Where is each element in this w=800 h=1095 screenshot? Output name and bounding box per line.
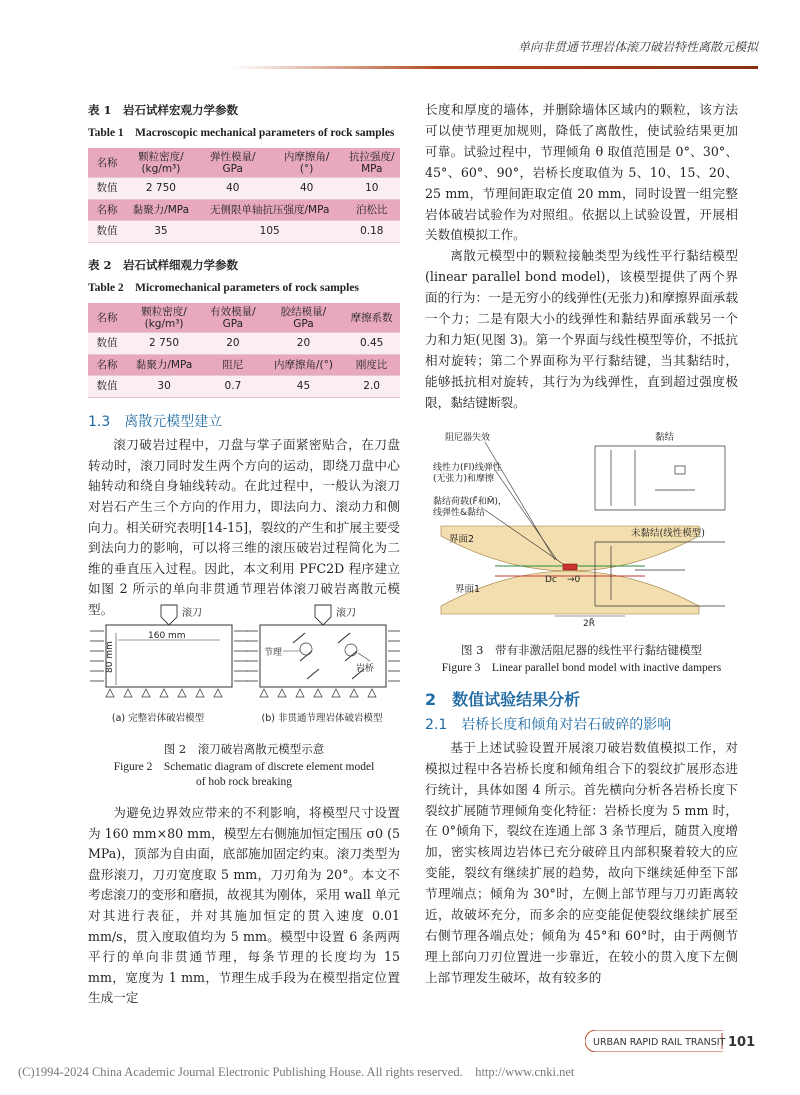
fig2-joint-label: 节理 [264,648,283,658]
fig2-cutter-label: 滚刀 [182,608,202,619]
fig2-cutter-label-b: 滚刀 [336,608,356,619]
table-cell: 45 [264,376,344,398]
copyright-line: (C)1994-2024 China Academic Journal Electronic Publishing House. All rights reserved. http://www.cnki.net [18,1065,575,1079]
table-cell: 2 750 [126,178,196,200]
table-cell: 数值 [88,221,126,243]
page-header [0,0,800,70]
fig2-bridge-label: 岩桥 [356,664,375,674]
fig3-dc-label: Dc [545,575,557,585]
fig3-bonded-label: 黏结 [655,432,675,443]
fig2-sub-b: (b) 非贯通节理岩体破岩模型 [261,713,383,724]
section-1-3-heading: 1.3 离散元模型建立 [88,414,223,431]
right-column [425,100,738,414]
journal-tag-badge [585,1030,760,1052]
table-row [88,148,400,178]
table2-caption-en: Table 2 Micromechanical parameters of rock samples [88,282,359,295]
page-number: 101 [728,1035,756,1050]
table-cell: 名称 [88,303,126,333]
table-cell: 黏聚力/MPa [126,355,202,376]
journal-tag [585,1030,760,1052]
table-cell: 有效模量/ GPa [202,303,263,333]
fig2-caption-cn: 图 2 滚刀破岩离散元模型示意 [163,742,325,756]
table1-caption-cn: 表 1 岩石试样宏观力学参数 [88,103,239,117]
left-paragraph-2: 为避免边界效应带来的不利影响，将模型尺寸设置为 160 mm×80 mm，模型左右侧施加恒定围压 σ0 (5 MPa)，顶部为自由面，底部施加固定约束。滚刀类型为盘形滚刀，刀刃宽度取 5 mm，刀刃角为 20°。本文不考虑滚刀的变形和磨损，故视其为刚体，采用 wall 单元对其进行表征，并对其施加恒定的贯入速度 0.01 mm/s，贯入度取值均为 5 mm。模型中设置 6 条两两平行的单向非贯通节理，每条节理的长度均为 15 mm，宽度为 1 mm，节理生成手段为在模型指定位置生成一定 [88,805,400,1006]
table-cell: 泊松比 [344,200,400,221]
figure-2 [88,603,400,803]
section-2-heading: 2 数值试验结果分析 [425,690,581,709]
table-cell: 内摩擦角/ (°) [270,148,344,178]
table-cell: 0.18 [344,221,400,243]
section-2-1-paragraph: 基于上述试验设置开展滚刀破岩数值模拟工作，对模拟过程中各岩桥长度和倾角组合下的裂纹扩展形态进行统计，具体如图 4 所示。首先横向分析各岩桥长度下裂纹扩展随节理倾角变化特征：岩桥长度为 5 mm 时，在 0°倾角下，裂纹在连通上部 3 条节理后，随贯入度增加，密实核周边岩体已充分破碎且内部积聚着较大的应变能，裂纹有继续扩展的趋势，故向下继续延伸至下部节理端点；倾角为 30°时，左侧上部节理与刀刃距离较近，故破坏充分，而多余的应变能促使裂纹继续扩展至右侧节理各端点处；倾角为 45°和 60°时，由于两侧节理上部向刀刃位置进一步靠近，在较小的贯入度下左侧上部节理发生破坏，故有较多的 [425,739,738,985]
table-cell: 名称 [88,355,126,376]
table-cell: 颗粒密度/ (kg/m³) [126,148,196,178]
table-cell: 颗粒密度/ (kg/m³) [126,303,202,333]
table-cell: 20 [264,333,344,355]
fig3-unbonded-label: 未黏结(线性模型) [631,528,705,539]
fig3-interface2-label: 界面2 [449,534,475,545]
table-row [88,333,400,355]
right-column-lower [425,690,738,989]
table1 [88,148,400,243]
table2 [88,303,400,398]
table-cell: 名称 [88,200,126,221]
table-cell: 刚度比 [343,355,400,376]
fig3-linear-label: 线性力(Fl)线弹性(无张力)和摩擦 [433,463,502,484]
bonded-schematic [595,446,725,510]
fig2-caption-en-2: of hob rock breaking [195,776,293,788]
fig2-height-label: 80 mm [105,641,115,673]
table-row [88,376,400,398]
left-column [88,100,400,621]
fig2-width-label: 160 mm [148,631,186,641]
fig3-caption-en: Figure 3 Linear parallel bond model with inactive dampers [441,662,722,674]
table-row [88,303,400,333]
fig3-damper-label: 阻尼器失效 [445,433,491,443]
table-cell: 弹性模量/ GPa [196,148,270,178]
table2-caption-cn: 表 2 岩石试样细观力学参数 [88,258,239,273]
table-cell: 10 [344,178,400,200]
table-row [88,355,400,376]
figure-2-drawing [88,603,400,731]
table-row [88,221,400,243]
running-title: 单向非贯通节理岩体滚刀破岩特性离散元模拟 [517,40,758,54]
table-cell: 30 [126,376,202,398]
table1-caption-en: Table 1 Macroscopic mechanical parameters of rock samples [88,126,395,139]
table-row [88,200,400,221]
right-paragraph-1: 长度和厚度的墙体，并删除墙体区域内的颗粒，该方法可以使节理更加规则，降低了离散性，使试验结果更加可靠。试验过程中，节理倾角 θ 取值范围是 0°、30°、45°、60°、90°，岩桥长度取值为 5、10、15、20、25 mm，节理间距取定值 20 mm，同时设置一组完整岩体破岩试验作为对照组。依据以上试验设置，开展相关数值模拟工作。 [425,102,738,243]
right-paragraph-2: 离散元模型中的颗粒接触类型为线性平行黏结模型(linear parallel bond model)，该模型提供了两个界面的行为：一是无穷小的线弹性(无张力)和摩擦界面承载一个力；二是有限大小的线弹性和黏结界面承载另一个力和力矩(见图 3)。第一个界面与线性模型等价，不抵抗相对旋转；第二个界面称为平行黏结键，当其黏结时，能够抵抗相对旋转，其行为为线弹性，直到超过强度极限，黏结键断裂。 [425,248,738,410]
left-column-lower [88,803,400,1009]
header-rule [232,66,758,69]
table-cell: 40 [270,178,344,200]
table-cell: 内摩擦角/(°) [264,355,344,376]
table-cell: 0.45 [343,333,400,355]
fig3-zero-label: →0 [567,575,581,585]
table-row [88,178,400,200]
table-cell: 数值 [88,376,126,398]
fig2-caption-en-1: Figure 2 Schematic diagram of discrete element model [113,761,375,773]
table-cell: 无侧限单轴抗压强度/MPa [196,200,344,221]
table-cell: 黏聚力/MPa [126,200,196,221]
section-1-3-paragraph: 滚刀破岩过程中，刀盘与掌子面紧密贴合，在刀盘转动时，滚刀同时发生两个方向的运动，即绕刀盘中心轴转动和绕自身轴线转动。在此过程中，一般认为滚刀对岩石产生三个方向的作用力，即法向力、滚动力和侧向力。相关研究表明[14-15]，裂纹的产生和扩展主要受到法向力的影响，可以将三维的滚压破岩过程简化为二维的垂直压入过程。因此，本文利用 PFC2D 程序建立如图 2 所示的单向非贯通节理岩体滚刀破岩离散元模型。 [88,437,400,617]
fig3-bond-label: 黏结荷载(F̄和M̄)，线弹性&黏结 [433,497,507,518]
table-cell: 20 [202,333,263,355]
journal-tag-text: URBAN RAPID RAIL TRANSIT [593,1037,726,1048]
fig3-2r-label: 2R̄ [583,619,595,629]
table-cell: 抗拉强度/ MPa [344,148,400,178]
table-cell: 105 [196,221,344,243]
fig2-sub-a: (a) 完整岩体破岩模型 [111,713,205,724]
table-cell: 胶结模量/ GPa [264,303,344,333]
table-cell: 40 [196,178,270,200]
figure-3-drawing [425,430,738,630]
table-cell: 2.0 [343,376,400,398]
table-cell: 名称 [88,148,126,178]
figure-3 [425,430,738,680]
table-cell: 摩擦系数 [343,303,400,333]
section-2-1-heading: 2.1 岩桥长度和倾角对岩石破碎的影响 [425,716,672,733]
table-cell: 2 750 [126,333,202,355]
table-cell: 数值 [88,178,126,200]
table-cell: 35 [126,221,196,243]
table-cell: 数值 [88,333,126,355]
table-cell: 0.7 [202,376,263,398]
fig3-caption-cn: 图 3 带有非激活阻尼器的线性平行黏结键模型 [461,643,702,657]
table-cell: 阻尼 [202,355,263,376]
fig3-interface1-label: 界面1 [455,584,481,595]
